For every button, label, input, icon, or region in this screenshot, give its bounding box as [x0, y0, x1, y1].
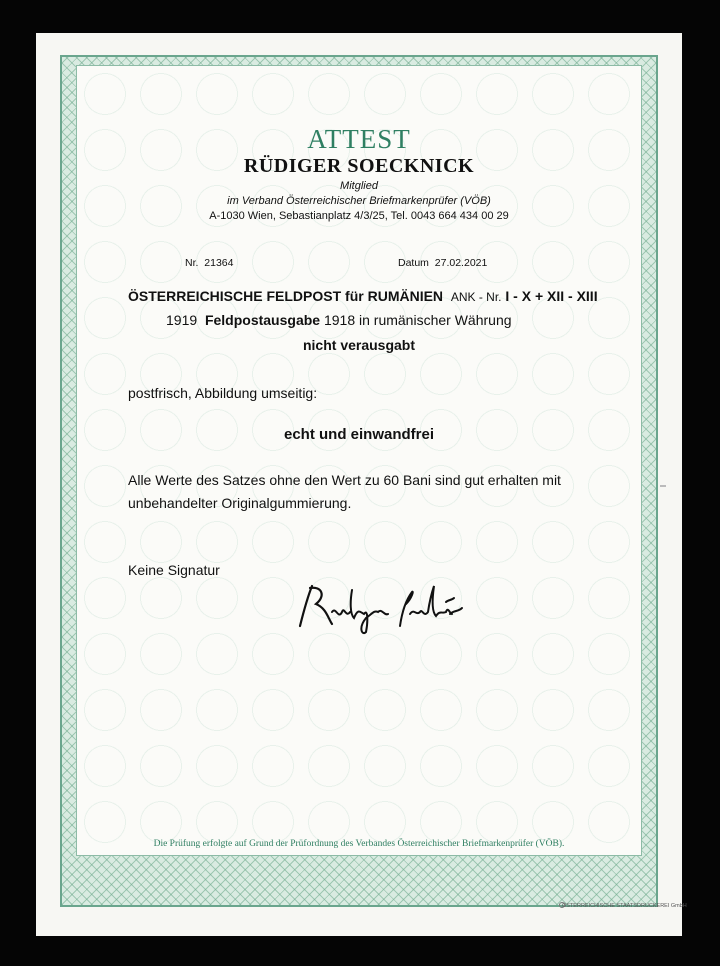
- remark-line-1: Alle Werte des Satzes ohne den Wert zu 60 Bani sind gut erhalten mit: [128, 472, 561, 488]
- association-line: im Verband Österreichischer Briefmarkenprüfer (VÖB): [227, 195, 491, 207]
- certificate-number: [185, 257, 233, 269]
- title-country: RUMÄNIEN: [367, 288, 444, 304]
- condition-line: postfrisch, Abbildung umseitig:: [128, 385, 318, 401]
- date-value: 27.02.2021: [434, 257, 488, 269]
- footer-note: Die Prüfung erfolgte auf Grund der Prüfordnung des Verbandes Österreichischer Briefmarkenprüfer (VÖB).: [153, 839, 565, 849]
- issue-bold: Feldpostausgabe: [204, 312, 321, 328]
- address-line: A-1030 Wien, Sebastianplatz 4/3/25, Tel. 0043 664 434 00 29: [209, 210, 509, 222]
- printer-mark: ÖSTERREICHISCHE STAATSDRUCKEREI GmbH: [562, 903, 687, 909]
- title-fuer: für: [345, 288, 364, 304]
- fold-mark: [660, 485, 666, 487]
- member-label: Mitglied: [340, 180, 378, 192]
- stamp-title-line: [128, 288, 598, 304]
- title-bold: ÖSTERREICHISCHE FELDPOST: [128, 288, 342, 304]
- certificate-sheet: [36, 33, 687, 936]
- signature-note: Keine Signatur: [128, 562, 220, 578]
- ank-numbers: I - X + XII - XIII: [505, 288, 598, 304]
- not-issued-note: nicht verausgabt: [302, 337, 416, 353]
- number-label: Nr.: [185, 257, 199, 269]
- issue-rest: 1918 in rumänischer Währung: [323, 312, 512, 328]
- verdict: echt und einwandfrei: [283, 426, 434, 443]
- certificate-date: [398, 257, 487, 269]
- handwritten-signature: [288, 578, 468, 638]
- examiner-name: RÜDIGER SOECKNICK: [243, 155, 475, 177]
- number-value: 21364: [204, 257, 234, 269]
- remark-line-2: unbehandelter Originalgummierung.: [128, 495, 352, 511]
- date-label: Datum: [398, 257, 429, 269]
- issue-line: [166, 312, 512, 328]
- ank-label: ANK - Nr.: [450, 290, 502, 304]
- issue-year: 1919: [166, 312, 198, 328]
- attest-heading: ATTEST: [307, 124, 411, 154]
